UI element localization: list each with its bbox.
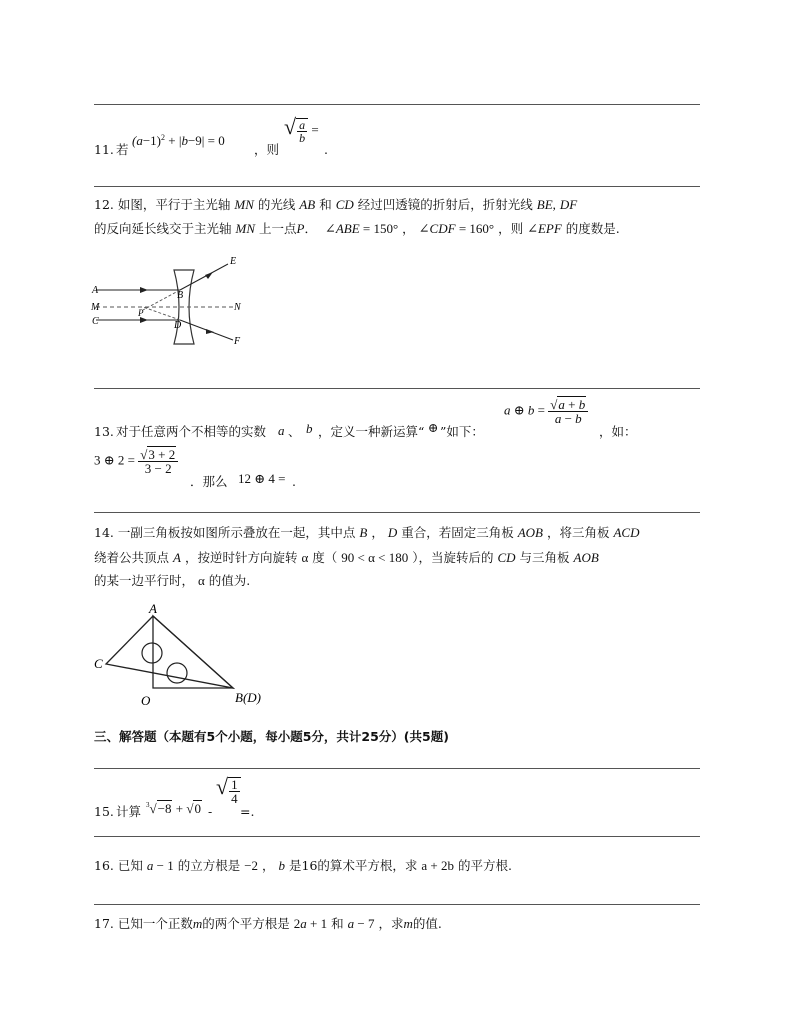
label-a: A [149,601,157,616]
label-m: M [91,302,100,313]
separator-rule [94,836,700,837]
circle-hole [167,663,187,683]
section-heading: 三、解答题（本题有5个小题，每小题5分，共计25分）(共5题) [94,729,449,744]
question-number: 16. [94,858,114,873]
lens-diagram [88,252,258,352]
triangle-acd [106,616,233,688]
question-number: 13. [94,424,114,439]
separator-rule [94,512,700,513]
separator-rule [94,388,700,389]
operation-definition: a ⊕ b = $\frac{√a + b}{a - b}$ [504,398,588,425]
label-c: C [92,316,99,327]
math-expression: $(a-1)^2 + |b-9| = 0$ [132,133,225,148]
question-12-line-1: 12. 如图，平行于主光轴 MN 的光线 AB 和 CD 经过凹透镜的折射后，折射光线 BE, DF [94,197,578,212]
question-14-line-1: 14. 一副三角板按如图所示叠放在一起，其中点 B ， D 重合，若固定三角板 AOB ，将三角板 ACD [94,525,640,540]
separator-rule [94,904,700,905]
label-a: A [92,285,99,296]
label-e: E [230,256,237,267]
label-c: C [94,656,103,671]
refracted-ray-be [180,264,228,290]
circle-hole [142,643,162,663]
label-d: D [174,320,182,331]
question-14-line-3: 的某一边平行时， α 的值为. [94,573,251,588]
question-number: 15. [94,804,114,819]
question-number: 12. [94,197,114,212]
example-expression: 3 ⊕ 2 = $\frac{√3 + 2}{3 - 2}$ [94,448,178,475]
question-17: 17. 已知一个正数m的两个平方根是 2a + 1 和 a − 7 ，求m的值. [94,916,442,931]
separator-rule [94,186,700,187]
math-sqrt-fraction: √ $\frac{a}{b}$ = [284,114,319,146]
math-expression: $^3$√−8 + √0 [146,801,201,816]
label-b: B [177,290,184,301]
math-sqrt-fraction: √ $\frac{1}{4}$ [216,776,241,805]
question-number: 17. [94,916,114,931]
triangle-diagram [90,600,280,712]
label-o: O [141,693,151,708]
label-bd: B(D) [235,690,261,705]
question-number: 11. [94,142,114,157]
separator-rule [94,768,700,769]
question-14-line-2: 绕着公共顶点 A ，按逆时针方向旋转 α 度（ 90 < α < 180 ），当旋转后的 CD 与三角板 AOB [94,550,599,565]
separator-rule [94,104,700,105]
label-p: P [138,308,144,318]
question-12-line-2: 的反向延长线交于主光轴 MN 上一点P． ∠ABE = 150° ， ∠CDF = 160° ，则 ∠EPF 的度数是. [94,221,620,236]
label-n: N [234,302,241,313]
label-f: F [234,336,241,347]
question-16: 16. 已知 a − 1 的立方根是 −2 ， b 是16的算术平方根，求 a + 2b 的平方根. [94,858,512,873]
question-number: 14. [94,525,114,540]
extension-df [143,307,180,320]
